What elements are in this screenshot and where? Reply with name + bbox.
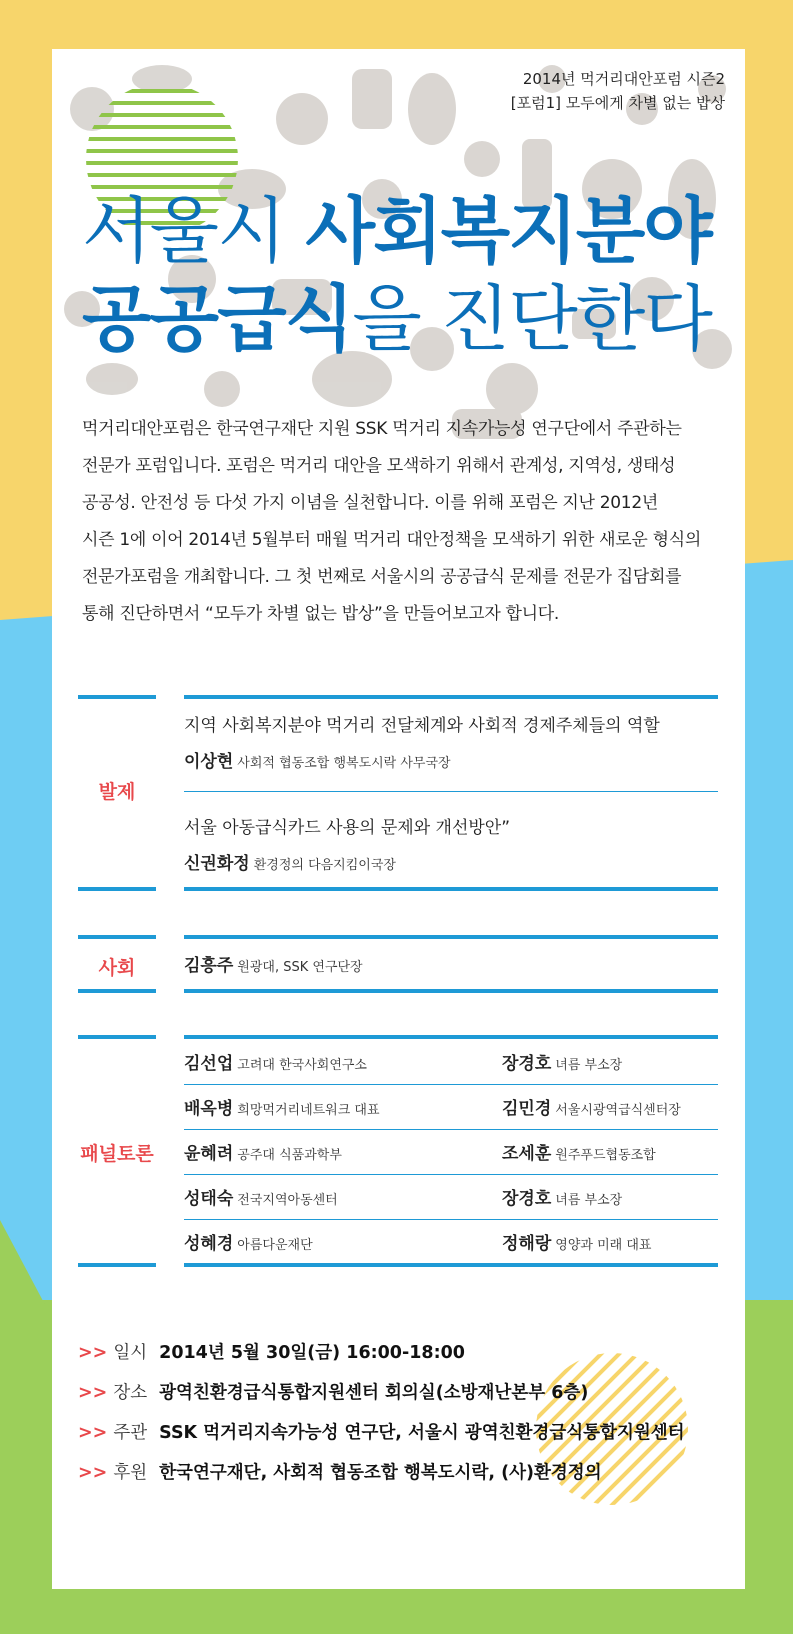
moderator-name: 김흥주 [184, 956, 234, 976]
panelist-name: 성혜경 [184, 1234, 234, 1254]
series-line-2: [포럼1] 모두에게 차별 없는 밥상 [510, 94, 725, 112]
presentation-topic: 서울 아동급식카드 사용의 문제와 개선방안” [184, 818, 511, 838]
panelist-affiliation: 녀름 부소장 [555, 1193, 623, 1208]
title-line2-bold: 공공급식 [82, 277, 353, 361]
panelist-affiliation: 녀름 부소장 [555, 1058, 623, 1073]
title-line1-light: 서울시 [82, 189, 306, 273]
panelist-affiliation: 아름다운재단 [237, 1238, 313, 1253]
divider [184, 1035, 718, 1039]
panelist-name: 장경호 [502, 1189, 552, 1209]
info-place [78, 1379, 588, 1404]
info-key: 일시 [113, 1343, 148, 1363]
presentation-topic: 지역 사회복지분야 먹거리 전달체계와 사회적 경제주체들의 역할 [184, 716, 660, 736]
divider [184, 1219, 718, 1220]
panelist-name: 성태숙 [184, 1189, 234, 1209]
arrow-icon: >> [78, 1423, 108, 1443]
divider [184, 1084, 718, 1085]
divider [78, 695, 156, 699]
panelist [502, 1229, 651, 1254]
panelist-name: 윤혜려 [184, 1144, 234, 1164]
moderator-affiliation: 원광대, SSK 연구단장 [237, 960, 363, 975]
panelist-affiliation: 영양과 미래 대표 [555, 1238, 652, 1253]
series-heading [511, 67, 725, 115]
presenter [184, 747, 451, 772]
intro-line: 시즌 1에 이어 2014년 5월부터 매월 먹거리 대안정책을 모색하기 위한 새로운 형식의 [82, 530, 702, 550]
info-sponsor [78, 1459, 602, 1484]
arrow-icon: >> [78, 1463, 108, 1483]
info-value: 한국연구재단, 사회적 협동조합 행복도시락, (사)환경정의 [159, 1463, 602, 1483]
divider [184, 695, 718, 699]
intro-line: 전문가 포럼입니다. 포럼은 먹거리 대안을 모색하기 위해서 관계성, 지역성, 생태성 [82, 456, 676, 476]
intro-line: 공공성. 안전성 등 다섯 가지 이념을 실천합니다. 이를 위해 포럼은 지난 2012년 [82, 493, 658, 513]
divider [184, 1129, 718, 1130]
presentation-section [78, 695, 718, 891]
section-label-panel: 패널토론 [80, 1143, 154, 1165]
panelist [184, 1229, 313, 1254]
panelist-affiliation: 전국지역아동센터 [237, 1193, 338, 1208]
intro-line: 먹거리대안포럼은 한국연구재단 지원 SSK 먹거리 지속가능성 연구단에서 주관하는 [82, 419, 682, 439]
presenter-affiliation: 사회적 협동조합 행복도시락 사무국장 [237, 756, 451, 771]
panelist-affiliation: 고려대 한국사회연구소 [237, 1058, 367, 1073]
panelist-name: 김선업 [184, 1054, 234, 1074]
divider [78, 989, 156, 993]
page-title [82, 187, 711, 363]
arrow-icon: >> [78, 1343, 108, 1363]
divider [184, 1263, 718, 1267]
info-date [78, 1339, 465, 1364]
panelist-affiliation: 원주푸드협동조합 [555, 1148, 656, 1163]
panelist [502, 1184, 622, 1209]
section-label-moderator: 사회 [98, 957, 136, 979]
presenter-affiliation: 환경정의 다음지킴이국장 [253, 858, 396, 873]
arrow-icon: >> [78, 1383, 108, 1403]
info-key: 후원 [113, 1463, 148, 1483]
divider [184, 887, 718, 891]
moderator-section [78, 935, 718, 993]
info-value: SSK 먹거리지속가능성 연구단, 서울시 광역친환경급식통합지원센터 [159, 1423, 685, 1443]
panelist [184, 1184, 338, 1209]
panelist-name: 정해랑 [502, 1234, 552, 1254]
series-line-1: 2014년 먹거리대안포럼 시즌2 [522, 70, 725, 88]
divider [184, 989, 718, 993]
panelist-name: 김민경 [502, 1099, 552, 1119]
info-value: 광역친환경급식통합지원센터 회의실(소방재난본부 6층) [159, 1383, 589, 1403]
intro-line: 전문가포럼을 개최합니다. 그 첫 번째로 서울시의 공공급식 문제를 전문가 집담회를 [82, 567, 682, 587]
divider [184, 791, 718, 792]
panelist [184, 1094, 380, 1119]
presenter-name: 이상현 [184, 752, 234, 772]
info-host [78, 1419, 685, 1444]
section-label-presentation: 발제 [98, 781, 136, 803]
info-value: 2014년 5월 30일(금) 16:00-18:00 [159, 1343, 465, 1363]
divider [184, 935, 718, 939]
info-key: 주관 [113, 1423, 148, 1443]
panelist [184, 1049, 367, 1074]
title-line1-bold: 사회복지분야 [305, 189, 711, 273]
presenter-name: 신권화정 [184, 854, 250, 874]
panelist-affiliation: 공주대 식품과학부 [237, 1148, 342, 1163]
panelist-affiliation: 희망먹거리네트워크 대표 [237, 1103, 380, 1118]
panelist [184, 1139, 342, 1164]
divider [78, 887, 156, 891]
panelist [502, 1049, 622, 1074]
info-key: 장소 [113, 1383, 148, 1403]
panelist-affiliation: 서울시광역급식센터장 [555, 1103, 681, 1118]
panelist [502, 1094, 681, 1119]
panel-section [78, 1035, 718, 1267]
panelist-name: 조세훈 [502, 1144, 552, 1164]
panelist [502, 1139, 656, 1164]
intro-line: 통해 진단하면서 “모두가 차별 없는 밥상”을 만들어보고자 합니다. [82, 604, 560, 624]
poster-card [52, 49, 745, 1589]
divider [184, 1174, 718, 1175]
divider [78, 1035, 156, 1039]
moderator [184, 951, 363, 976]
divider [78, 1263, 156, 1267]
presenter [184, 849, 396, 874]
title-line2-light: 을 진단한다 [352, 277, 711, 361]
panelist-name: 장경호 [502, 1054, 552, 1074]
intro-paragraph [82, 411, 722, 633]
panelist-name: 배옥병 [184, 1099, 234, 1119]
divider [78, 935, 156, 939]
